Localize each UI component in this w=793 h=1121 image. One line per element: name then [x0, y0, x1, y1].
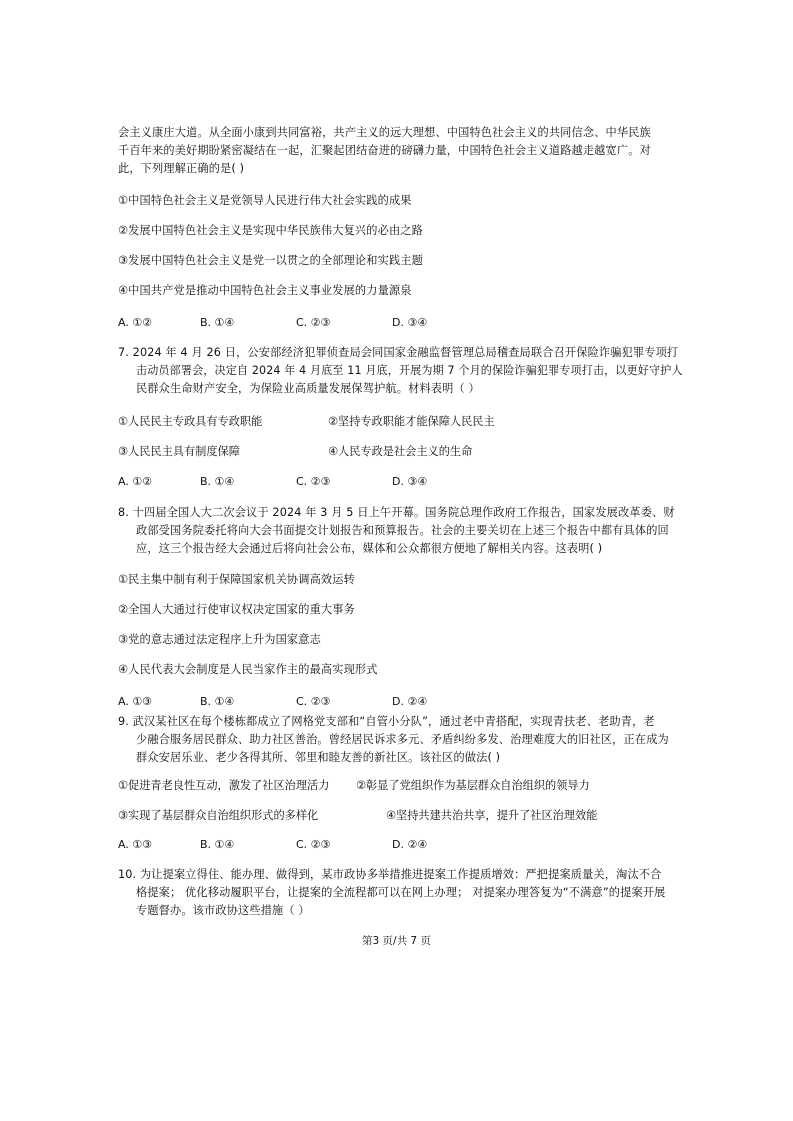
q8-statement-2: ②全国人大通过行使审议权决定国家的重大事务 — [118, 603, 355, 616]
page-number: 第3 页/共 7 页 — [362, 935, 431, 947]
q8-line-3: 应，这三个报告经大会通过后将向社会公布，媒体和公众都很方便地了解相关内容。这表明( ) — [136, 542, 603, 555]
option-c[interactable]: C. ②③ — [296, 838, 331, 851]
option-b[interactable]: B. ①④ — [200, 695, 235, 708]
q7-statement-1: ①人民民主专政具有专政职能 — [118, 415, 263, 428]
option-a[interactable]: A. ①③ — [118, 695, 153, 708]
intro-statement-2: ②发展中国特色社会主义是实现中华民族伟大复兴的必由之路 — [118, 224, 423, 237]
q9-statement-3: ③实现了基层群众自治组织形式的多样化 — [118, 809, 319, 822]
q7-statement-2: ②坚持专政职能才能保障人民民主 — [328, 415, 495, 428]
q7-statement-3: ③人民民主具有制度保障 — [118, 445, 240, 458]
option-d[interactable]: D. ②④ — [392, 695, 428, 708]
q8-line-1: 8. 十四届全国人大二次会议于 2024 年 3 月 5 日上午开幕。国务院总理作政府工作报告，国家发展改革委、财 — [118, 506, 675, 519]
q8-statement-4: ④人民代表大会制度是人民当家作主的最高实现形式 — [118, 663, 378, 676]
option-b[interactable]: B. ①④ — [200, 316, 235, 329]
q7-statement-4: ④人民专政是社会主义的生命 — [328, 445, 473, 458]
option-d[interactable]: D. ②④ — [392, 838, 428, 851]
option-c[interactable]: C. ②③ — [296, 695, 331, 708]
q10-line-2: 格提案； 优化移动履职平台，让提案的全流程都可以在网上办理； 对提案办理答复为“不满意”的提案开展 — [136, 886, 666, 899]
q8-statement-3: ③党的意志通过法定程序上升为国家意志 — [118, 633, 321, 646]
q9-line-1: 9. 武汉某社区在每个楼栋都成立了网格党支部和“自管小分队”，通过老中青搭配，实现青扶老、老助青，老 — [118, 715, 655, 728]
option-a[interactable]: A. ①③ — [118, 838, 153, 851]
intro-line-2: 千百年来的美好期盼紧密凝结在一起，汇聚起团结奋进的磅礴力量，中国特色社会主义道路越走越宽广。对 — [118, 144, 651, 157]
q7-line-3: 民群众生命财产安全，为保险业高质量发展保驾护航。材料表明（ ） — [136, 382, 480, 395]
intro-line-1: 会主义康庄大道。从全面小康到共同富裕，共产主义的远大理想、中国特色社会主义的共同信念、中华民族 — [118, 126, 651, 139]
intro-statement-1: ①中国特色社会主义是党领导人民进行伟大社会实践的成果 — [118, 194, 412, 207]
q9-line-2: 少融合服务居民群众、助力社区善治。曾经居民诉求多元、矛盾纠纷多发、治理难度大的旧社区，正在成为 — [136, 733, 669, 746]
option-a[interactable]: A. ①② — [118, 475, 153, 488]
intro-statement-4: ④中国共产党是推动中国特色社会主义事业发展的力量源泉 — [118, 284, 412, 297]
q9-statement-2: ②彰显了党组织作为基层群众自治组织的领导力 — [356, 779, 590, 792]
option-a[interactable]: A. ①② — [118, 316, 153, 329]
q8-line-2: 政部受国务院委托将向大会书面提交计划报告和预算报告。社会的主要关切在上述三个报告中都有具体的回 — [136, 524, 669, 537]
q8-statement-1: ①民主集中制有利于保障国家机关协调高效运转 — [118, 573, 355, 586]
option-b[interactable]: B. ①④ — [200, 838, 235, 851]
option-b[interactable]: B. ①④ — [200, 475, 235, 488]
q7-line-1: 7. 2024 年 4 月 26 日，公安部经济犯罪侦查局会同国家金融监督管理总局稽查局联合召开保险诈骗犯罪专项打 — [118, 346, 679, 359]
q10-line-3: 专题督办。该市政协这些措施（ ） — [136, 904, 310, 917]
q7-line-2: 击动员部署会，决定自 2024 年 4 月底至 11 月底，开展为期 7 个月的保险诈骗犯罪专项打击，以更好守护人 — [136, 364, 683, 377]
intro-line-3: 此，下列理解正确的是( ) — [118, 162, 245, 175]
intro-statement-3: ③发展中国特色社会主义是党一以贯之的全部理论和实践主题 — [118, 254, 423, 267]
option-c[interactable]: C. ②③ — [296, 316, 331, 329]
option-c[interactable]: C. ②③ — [296, 475, 331, 488]
q9-statement-1: ①促进青老良性互动，激发了社区治理活力 — [118, 779, 330, 792]
q9-statement-4: ④坚持共建共治共享，提升了社区治理效能 — [386, 809, 598, 822]
option-d[interactable]: D. ③④ — [392, 316, 428, 329]
option-d[interactable]: D. ③④ — [392, 475, 428, 488]
q10-line-1: 10. 为让提案立得住、能办理、做得到，某市政协多举措推进提案工作提质增效：严把提案质量关，淘汰不合 — [118, 868, 662, 881]
q9-line-3: 群众安居乐业、老少各得其所、邻里和睦友善的新社区。该社区的做法( ) — [136, 751, 501, 764]
